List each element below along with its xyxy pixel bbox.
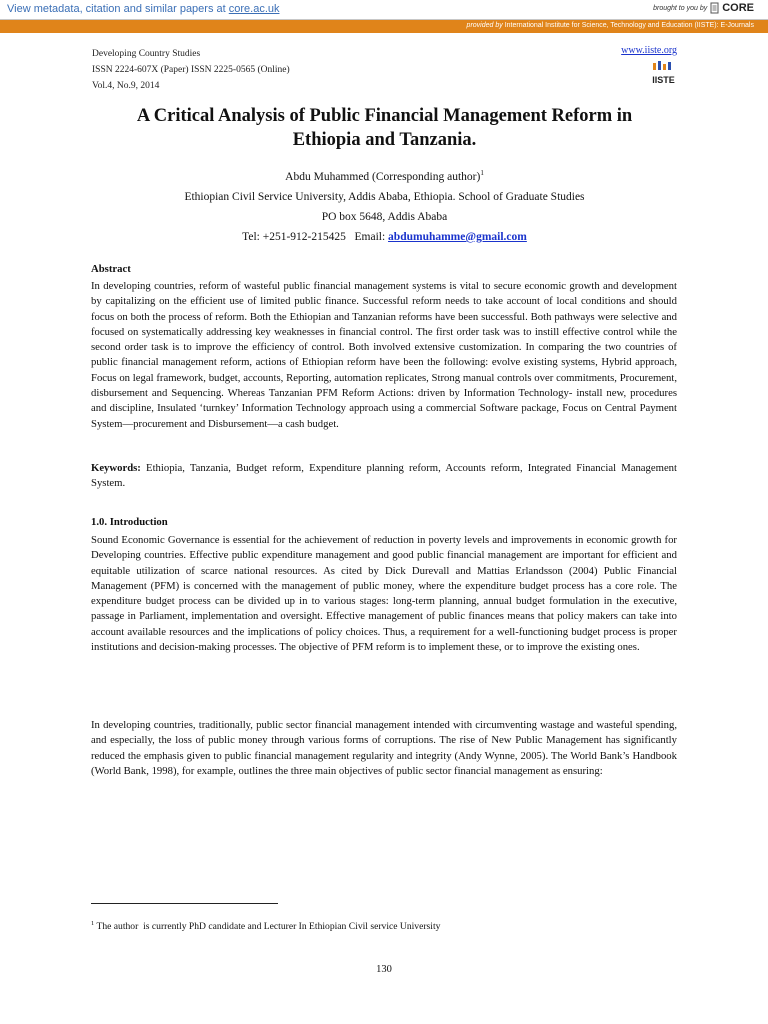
core-banner [0, 0, 768, 20]
svg-text:IISTE: IISTE [652, 75, 675, 85]
footnote-mark: 1 [91, 920, 95, 927]
core-brand[interactable] [653, 2, 754, 14]
provider-org: International Institute for Science, Technology and Education (IISTE): E-Journals [504, 22, 754, 29]
provided-by-text: provided by International Institute for Science, Technology and Education (IISTE): E-Journals [466, 22, 754, 29]
author-block [92, 163, 677, 247]
brought-to-you-text: brought to you by [653, 4, 708, 12]
author-name: Abdu Muhammed (Corresponding author) [285, 170, 481, 183]
journal-url[interactable]: www.iiste.org [621, 45, 677, 56]
page-number: 130 [376, 964, 392, 975]
author-affiliation: Ethiopian Civil Service University, Addis Ababa, Ethiopia. School of Graduate Studies [184, 190, 585, 203]
author-email-link[interactable]: abdumuhamme@gmail.com [388, 230, 527, 243]
introduction-heading: 1.0. Introduction [91, 516, 168, 528]
abstract-text: In developing countries, reform of wasteful public financial management systems is vital to secure economic growth and development by capitalizing on the efficient use of limited public finance. Successful reform needs to take account of local conditions and should focus on both the process of reform. Both the Ethiopian and Tanzanian reforms have been successful. Both pathways were selective and focused on systematically addressing key weaknesses in financial control. The first order task was to instill effective control while the second order task is to improve the efficiency of control. Both involved extensive customization. In comparing the two countries of public financial management reform, actions of Ethiopian reform have been the following: evolve existing systems, Hybrid approach, Focus on legal framework, budget, accounts, Reporting, automation replicates, Strong manual controls over commitments, Procurement, disbursement and Sequencing. Whereas Tanzanian PFM Reform Actions: driven by Information Technology- install new, procedures and discipline, Insulated ‘turnkey’ Information Technology approach using a commercial Software package, Focus on Central Payment System—procurement and Disbursement—a cash budget. [91, 280, 677, 430]
core-label: CORE [722, 2, 754, 14]
core-provider-bar [0, 20, 768, 33]
abstract-heading: Abstract [91, 263, 131, 275]
core-link[interactable]: core.ac.uk [228, 3, 280, 15]
title-line-1: A Critical Analysis of Public Financial Management Reform in [136, 106, 633, 126]
journal-volume: Vol.4, No.9, 2014 [92, 81, 160, 91]
author-contact [92, 227, 677, 247]
iiste-logo [651, 61, 676, 87]
paper-title [92, 104, 677, 152]
footnote-divider [91, 903, 278, 904]
introduction-paragraph-1: Sound Economic Governance is essential for the achievement of reduction in poverty levels and improvements in economic growth for Developing countries. Effective public expenditure management and good public financial management are important for efficient and equitable utilization of scarce national resources. As cited by Dick Durevall and Mattias Erlandsson (2004) Public Financial Management (PFM) is concerned with the management of public money, where the expenditure budget process has a core role. The expenditure budget process can be divided up in to various stages: long-term planning, annual budget formulation in the executive, passage in Parliament, implementation and oversight. Effective management of public finances means that policy makers can take into account available resources and the implications of policy choices. Thus, a requirement for a well-functioning budget process is proper institutions and decision-making processes. The objective of PFM reform is to implement these, or to improve the existing ones. [91, 534, 677, 654]
author-footnote-mark: 1 [480, 169, 484, 177]
journal-info [92, 46, 290, 94]
introduction-paragraph-2: In developing countries, traditionally, public sector financial management intended with circumventing wastage and wasteful spending, and especially, the loss of public money through various forms of corruptions. The rise of New Public Management has significantly reduced the emphasis given to public financial management regularity and integrity (Andy Wynne, 2005). The World Bank’s Handbook (World Bank, 1998), for example, outlines the three main objectives of public sector financial management as ensuring: [91, 719, 677, 777]
keywords [91, 461, 677, 492]
footnote [91, 920, 440, 932]
journal-url-block [621, 45, 677, 56]
keywords-label: Keywords: [91, 462, 141, 474]
journal-issn: ISSN 2224-607X (Paper) ISSN 2225-0565 (Online) [92, 65, 290, 75]
author-name-line [92, 163, 677, 187]
author-po-box: PO box 5648, Addis Ababa [321, 210, 448, 223]
journal-name: Developing Country Studies [92, 49, 201, 59]
title-line-2: Ethiopia and Tanzania. [292, 130, 477, 150]
core-logo-icon [710, 2, 719, 14]
core-metadata-text: View metadata, citation and similar papers at core.ac.uk [7, 3, 280, 15]
footnote-text: The author is currently PhD candidate and Lecturer In Ethiopian Civil service University [94, 921, 441, 933]
keywords-text: Ethiopia, Tanzania, Budget reform, Expenditure planning reform, Accounts reform, Integrated Financial Management System. [91, 462, 677, 490]
author-tel: Tel: +251-912-215425 Email: [242, 230, 389, 243]
